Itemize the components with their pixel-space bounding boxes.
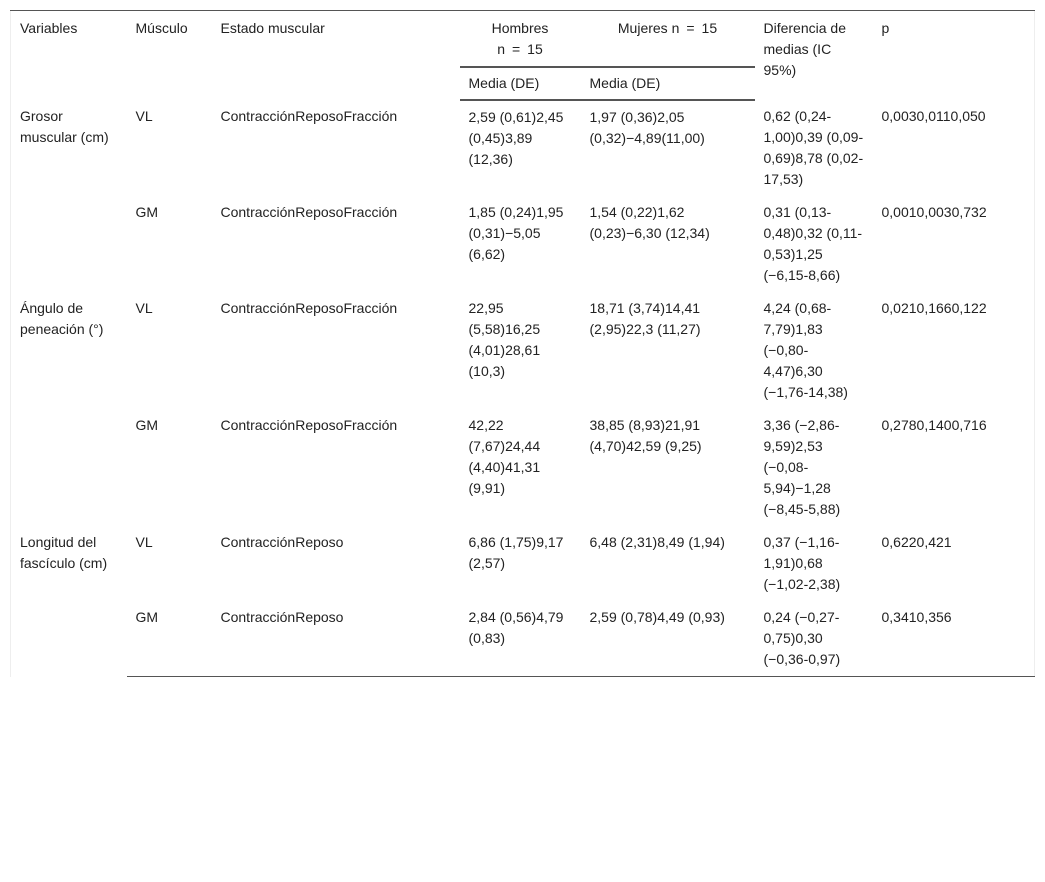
cell-mujeres: 1,54 (0,22)1,62 (0,23)−6,30 (12,34) [589, 204, 710, 241]
cell-variable: Grosor muscular (cm) [20, 108, 109, 145]
header-row [11, 11, 1035, 68]
cell-diferencia: 3,36 (−2,86-9,59)2,53 (−0,08-5,94)−1,28 (−8,45-5,88) [763, 417, 841, 517]
cell-diferencia: 0,37 (−1,16-1,91)0,68 (−1,02-2,38) [763, 534, 841, 592]
table-header [11, 11, 1035, 101]
cell-hombres: 1,85 (0,24)1,95 (0,31)−5,05 (6,62) [468, 204, 564, 262]
header-p: p [873, 11, 1035, 101]
cell-estado: ContracciónReposo [220, 534, 344, 550]
cell-mujeres: 1,97 (0,36)2,05 (0,32)−4,89(11,00) [589, 109, 705, 146]
cell-hombres: 42,22 (7,67)24,44 (4,40)41,31 (9,91) [468, 417, 541, 496]
header-musculo: Músculo [127, 11, 212, 101]
cell-p: 0,0030,0110,050 [881, 108, 986, 124]
table-row [11, 100, 1035, 196]
cell-hombres: 2,59 (0,61)2,45 (0,45)3,89 (12,36) [468, 109, 564, 167]
cell-diferencia: 0,24 (−0,27-0,75)0,30 (−0,36-0,97) [755, 601, 873, 677]
results-table [10, 10, 1035, 677]
cell-hombres: 22,95 (5,58)16,25 (4,01)28,61 (10,3) [468, 300, 541, 379]
cell-p: 0,0010,0030,732 [881, 204, 987, 220]
table-row [11, 196, 1035, 292]
cell-musculo: VL [135, 534, 153, 550]
header-hombres-line1: Hombres [491, 20, 549, 36]
table-row [11, 601, 1035, 677]
table-body [11, 100, 1035, 677]
cell-estado: ContracciónReposo [212, 601, 460, 677]
cell-mujeres: 2,59 (0,78)4,49 (0,93) [581, 601, 755, 677]
cell-musculo: VL [135, 300, 153, 316]
header-media-mujeres: Media (DE) [581, 67, 755, 100]
cell-musculo: VL [135, 108, 153, 124]
header-variables: Variables [11, 11, 127, 101]
cell-mujeres: 38,85 (8,93)21,91 (4,70)42,59 (9,25) [589, 417, 702, 454]
cell-p: 0,2780,1400,716 [881, 417, 987, 433]
cell-diferencia: 4,24 (0,68-7,79)1,83 (−0,80-4,47)6,30 (−1,76-14,38) [763, 300, 848, 400]
cell-hombres: 6,86 (1,75)9,17 (2,57) [468, 534, 564, 571]
cell-mujeres: 18,71 (3,74)14,41 (2,95)22,3 (11,27) [589, 300, 701, 337]
cell-hombres: 2,84 (0,56)4,79 (0,83) [460, 601, 581, 677]
cell-estado: ContracciónReposoFracción [220, 204, 398, 220]
header-hombres-line2: n = 15 [497, 41, 543, 57]
table-row [11, 526, 1035, 601]
header-mujeres: Mujeres n = 15 [581, 11, 755, 68]
cell-mujeres: 6,48 (2,31)8,49 (1,94) [589, 534, 725, 550]
cell-musculo: GM [135, 204, 159, 220]
cell-estado: ContracciónReposoFracción [220, 417, 398, 433]
table-row [11, 409, 1035, 526]
header-diferencia: Diferencia de medias (IC 95%) [755, 11, 873, 101]
cell-musculo: GM [127, 601, 212, 677]
cell-p: 0,6220,421 [881, 534, 952, 550]
cell-variable: Ángulo de peneación (°) [20, 300, 104, 337]
cell-diferencia: 0,62 (0,24-1,00)0,39 (0,09-0,69)8,78 (0,02-17,53) [763, 108, 864, 187]
cell-p: 0,3410,356 [873, 601, 1035, 677]
cell-musculo: GM [135, 417, 159, 433]
header-estado: Estado muscular [212, 11, 460, 101]
table-row [11, 292, 1035, 409]
cell-diferencia: 0,31 (0,13-0,48)0,32 (0,11-0,53)1,25 (−6,15-8,66) [763, 204, 863, 283]
cell-estado: ContracciónReposoFracción [220, 108, 398, 124]
cell-variable: Longitud del fascículo (cm) [20, 534, 108, 571]
header-hombres [460, 11, 581, 68]
cell-p: 0,0210,1660,122 [881, 300, 987, 316]
header-media-hombres: Media (DE) [460, 67, 581, 100]
cell-estado: ContracciónReposoFracción [220, 300, 398, 316]
